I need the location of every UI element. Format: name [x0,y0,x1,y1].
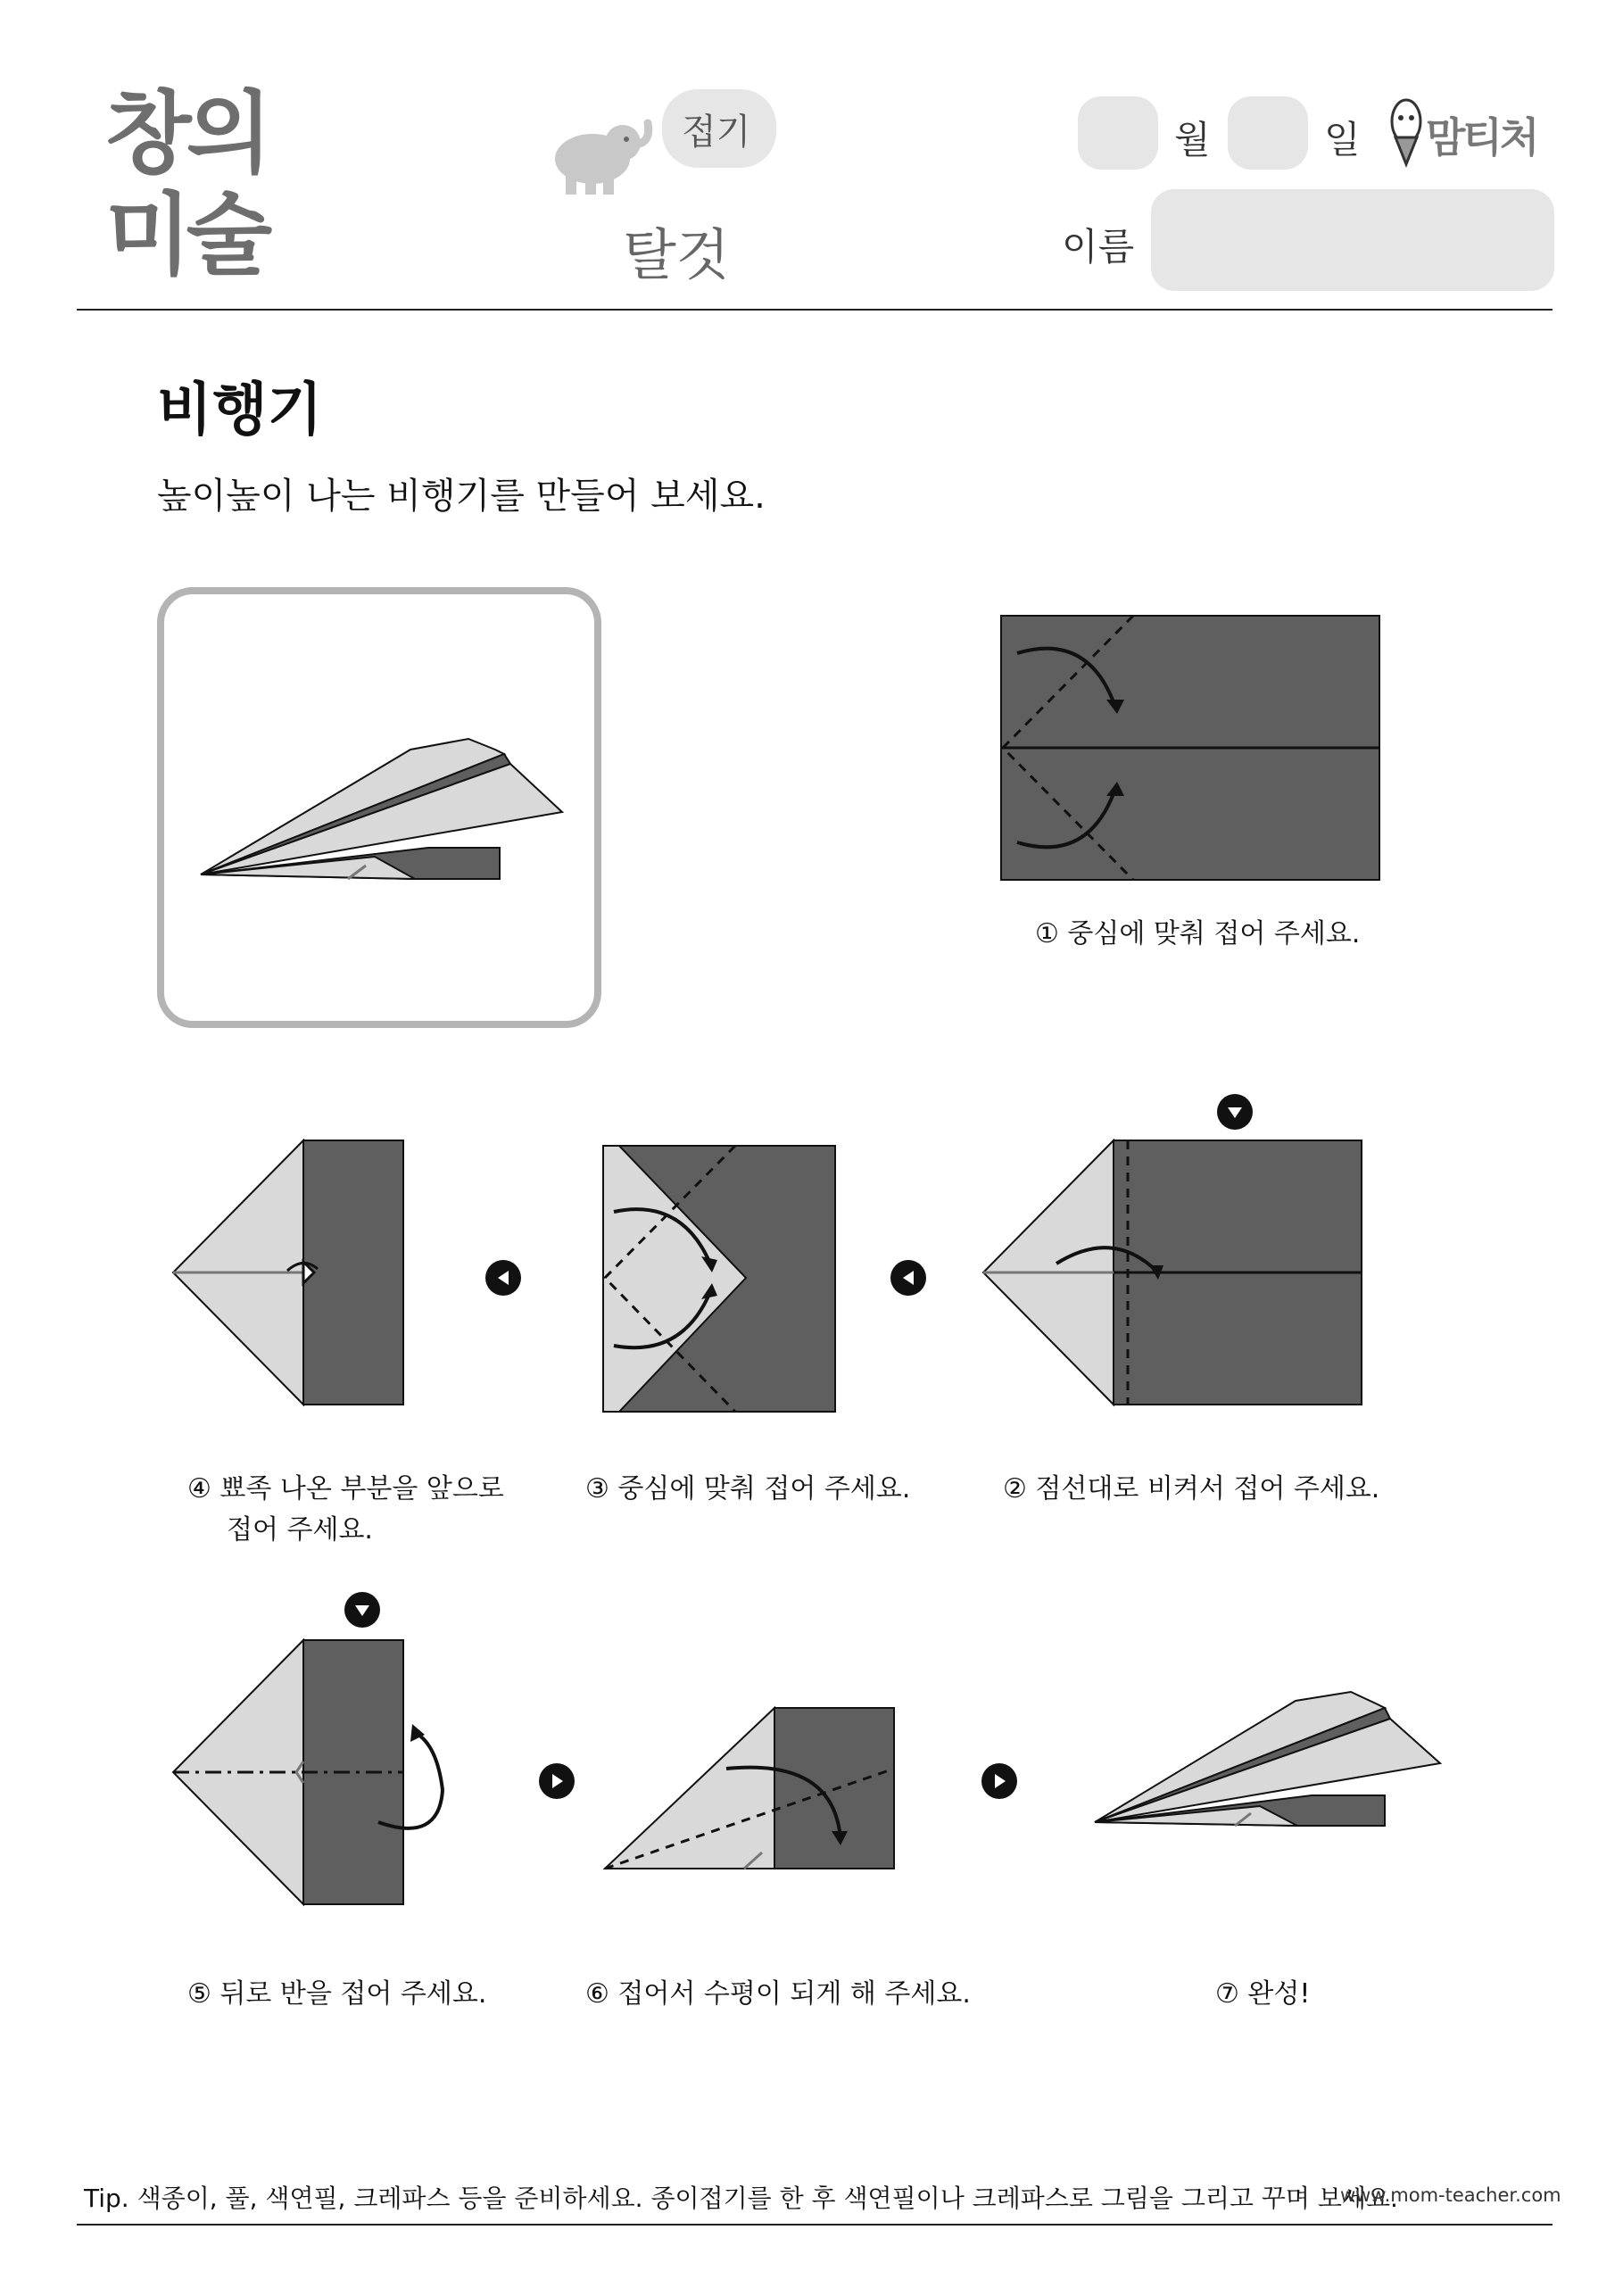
step-3-caption: ③ 중심에 맞춰 접어 주세요. [585,1473,911,1504]
speech-bubble [662,89,776,168]
step-7-illustration [1090,1685,1447,1836]
logo [105,81,302,294]
arrow-right-icon [539,1763,575,1799]
logo-line-1: 창의 [105,81,268,186]
step-6-caption: ⑥ 접어서 수평이 되게 해 주세요. [585,1978,971,2010]
footer-divider [77,2224,1553,2226]
step-4-caption [187,1469,504,1551]
pencil-mascot-icon [1388,96,1424,168]
step-2-illustration [980,1139,1365,1408]
step-4-illustration [170,1139,416,1408]
footer-tip: Tip. 색종이, 풀, 색연필, 크레파스 등을 준비하세요. 종이접기를 한 후 색연필이나 크레파스로 그림을 그리고 꾸며 보세요. [84,2184,1398,2213]
logo-line-2: 미술 [105,183,268,287]
month-label: 월 [1174,118,1211,162]
day-label: 일 [1324,118,1361,162]
arrow-down-icon [1217,1094,1253,1130]
finished-airplane-illustration [196,723,571,892]
step-2-caption: ② 점선대로 비켜서 접어 주세요. [1003,1473,1380,1504]
step-1-caption: ① 중심에 맞춰 접어 주세요. [1035,918,1361,949]
step-4-caption-line-2: 접어 주세요. [227,1514,373,1546]
arrow-left-icon [485,1260,521,1296]
header-divider [77,309,1553,311]
step-6-illustration [601,1704,899,1874]
step-5-illustration [170,1638,464,1908]
brand-logo: 맘티처 [1426,113,1537,162]
step-4-caption-line-1: ④ 뾰족 나온 부분을 앞으로 [187,1473,504,1504]
name-label: 이름 [1062,225,1135,269]
arrow-right-icon [981,1763,1017,1799]
page-subtitle: 높이높이 나는 비행기를 만들어 보세요. [157,476,766,517]
day-field[interactable] [1228,96,1308,170]
step-5-caption: ⑤ 뒤로 반을 접어 주세요. [187,1978,487,2010]
page-title: 비행기 [157,377,323,443]
step-3-illustration [601,1144,837,1413]
arrow-down-icon [344,1592,380,1628]
name-field[interactable] [1151,189,1554,291]
category-label: 탈것 [623,222,730,287]
arrow-left-icon [890,1260,926,1296]
elephant-icon [546,107,653,196]
bubble-label: 접기 [682,112,751,153]
footer-url[interactable]: www.mom-teacher.com [1340,2184,1561,2206]
month-field[interactable] [1078,96,1158,170]
step-7-caption: ⑦ 완성! [1215,1978,1311,2010]
step-1-illustration [999,614,1383,883]
